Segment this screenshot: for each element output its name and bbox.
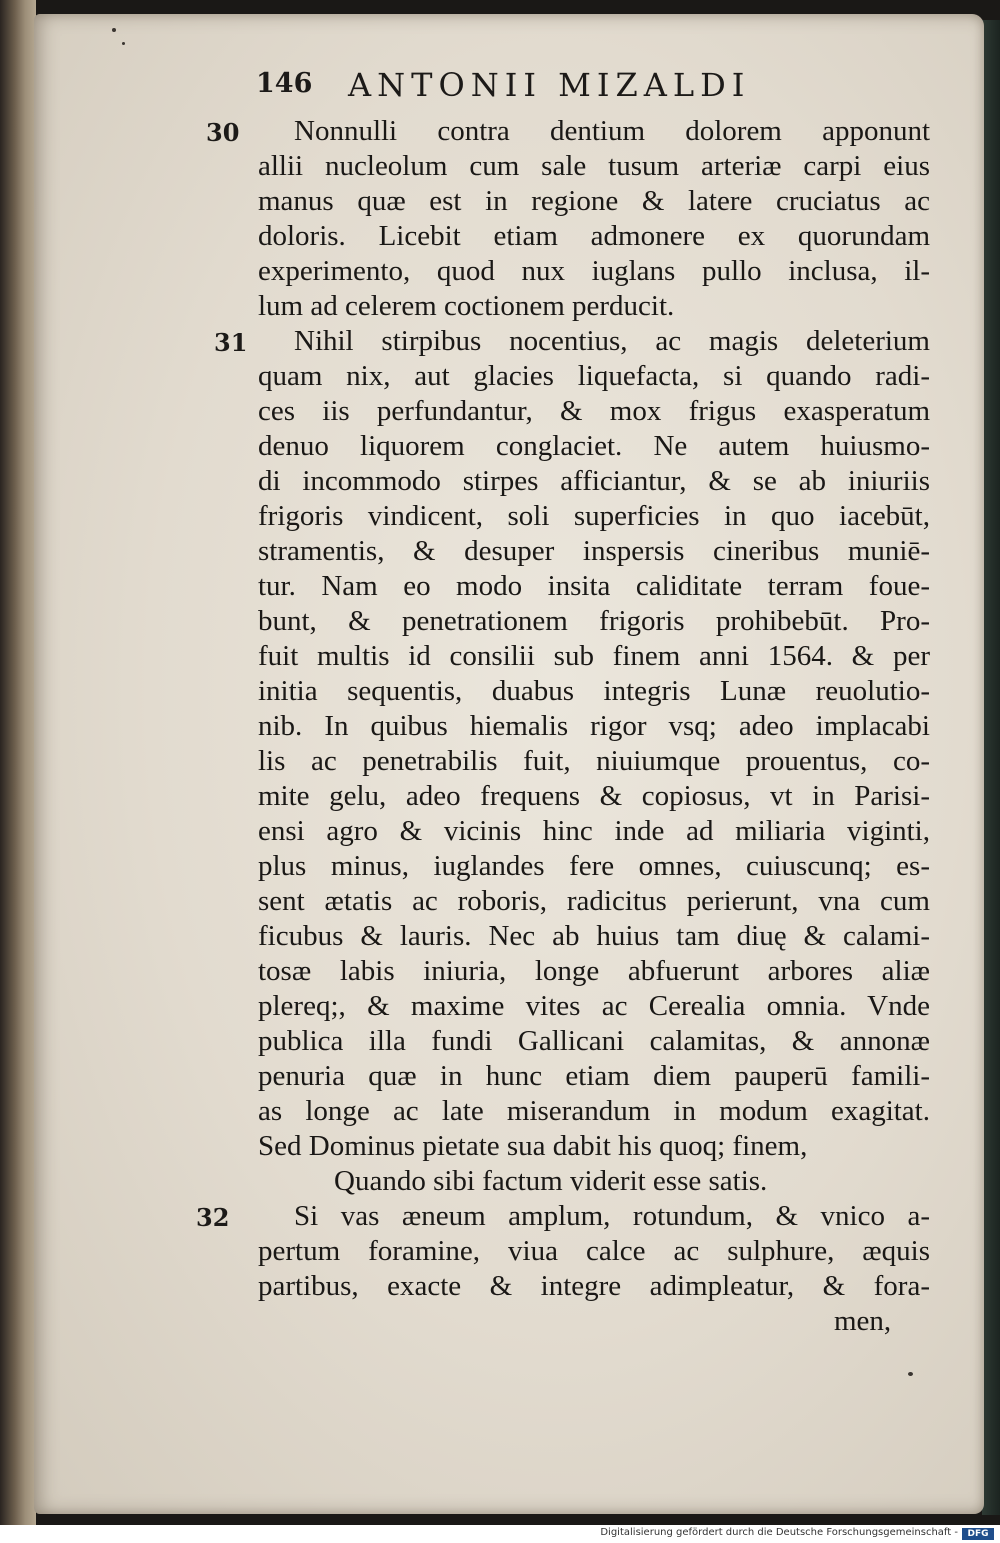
text-line: quam nix, aut glacies liquefacta, si quando radi- <box>258 360 930 392</box>
text-line: ces iis perfundantur, & mox frigus exasperatum <box>258 395 930 427</box>
text-line: allii nucleolum cum sale tusum arteriæ carpi eius <box>258 150 930 182</box>
book-spine <box>0 0 36 1525</box>
text-line: lis ac penetrabilis fuit, niuiumque prouentus, co- <box>258 745 930 777</box>
text-line: denuo liquorem conglaciet. Ne autem huiusmo- <box>258 430 930 462</box>
text-line: as longe ac late miserandum in modum exagitat. <box>258 1095 930 1127</box>
text-line: plus minus, iuglandes fere omnes, cuiuscunq; es- <box>258 850 930 882</box>
text-line: di incommodo stirpes afficiantur, & se ab iniuriis <box>258 465 930 497</box>
verse-line: Quando sibi factum viderit esse satis. <box>334 1165 768 1197</box>
text-line: Nihil stirpibus nocentius, ac magis deleterium <box>294 325 930 357</box>
ink-speck <box>122 42 125 45</box>
dfg-logo: DFG <box>962 1528 994 1540</box>
text-line: stramentis, & desuper inspersis cineribus muniē- <box>258 535 930 567</box>
text-line: Nonnulli contra dentium dolorem apponunt <box>294 115 930 147</box>
catchword: men, <box>834 1305 892 1337</box>
text-line: tosæ labis iniuria, longe abfuerunt arbores aliæ <box>258 955 930 987</box>
section-number: 30 <box>206 118 240 147</box>
text-line: bunt, & penetrationem frigoris prohibebūt. Pro- <box>258 605 930 637</box>
text-line: mite gelu, adeo frequens & copiosus, vt in Parisi- <box>258 780 930 812</box>
text-line: doloris. Licebit etiam admonere ex quorundam <box>258 220 930 252</box>
text-line: manus quæ est in regione & latere cruciatus ac <box>258 185 930 217</box>
section-number: 32 <box>196 1203 230 1232</box>
text-line: experimento, quod nux iuglans pullo inclusa, il- <box>258 255 930 287</box>
ink-speck <box>908 1372 913 1376</box>
text-line: tur. Nam eo modo insita caliditate terram foue- <box>258 570 930 602</box>
text-line: sent ætatis ac roboris, radicitus perierunt, vna cum <box>258 885 930 917</box>
page-edge <box>982 20 1000 1515</box>
funding-credit: Digitalisierung gefördert durch die Deutsche Forschungsgemeinschaft - <box>600 1527 958 1538</box>
ink-speck <box>112 28 116 32</box>
section-number: 31 <box>214 328 248 357</box>
running-title: ANTONII MIZALDI <box>348 66 751 104</box>
text-line: publica illa fundi Gallicani calamitas, & annonæ <box>258 1025 930 1057</box>
text-line: pertum foramine, viua calce ac sulphure, æquis <box>258 1235 930 1267</box>
text-line: ensi agro & vicinis hinc inde ad miliaria viginti, <box>258 815 930 847</box>
text-line: penuria quæ in hunc etiam diem pauperū famili- <box>258 1060 930 1092</box>
text-line: Si vas æneum amplum, rotundum, & vnico a- <box>294 1200 930 1232</box>
digitization-footer <box>0 1525 1000 1543</box>
text-line: plereq;, & maxime vites ac Cerealia omnia. Vnde <box>258 990 930 1022</box>
text-line: partibus, exacte & integre adimpleatur, & fora- <box>258 1270 930 1302</box>
text-line: frigoris vindicent, soli superficies in quo iacebūt, <box>258 500 930 532</box>
text-line: initia sequentis, duabus integris Lunæ reuolutio- <box>258 675 930 707</box>
page-header <box>256 64 856 104</box>
text-line: lum ad celerem coctionem perducit. <box>258 290 675 322</box>
text-line: Sed Dominus pietate sua dabit his quoq; finem, <box>258 1130 808 1162</box>
page-number: 146 <box>256 68 313 99</box>
text-line: fuit multis id consilii sub finem anni 1564. & per <box>258 640 930 672</box>
text-line: ficubus & lauris. Nec ab huius tam diuę & calami- <box>258 920 930 952</box>
text-line: nib. In quibus hiemalis rigor vsq; adeo implacabi <box>258 710 930 742</box>
